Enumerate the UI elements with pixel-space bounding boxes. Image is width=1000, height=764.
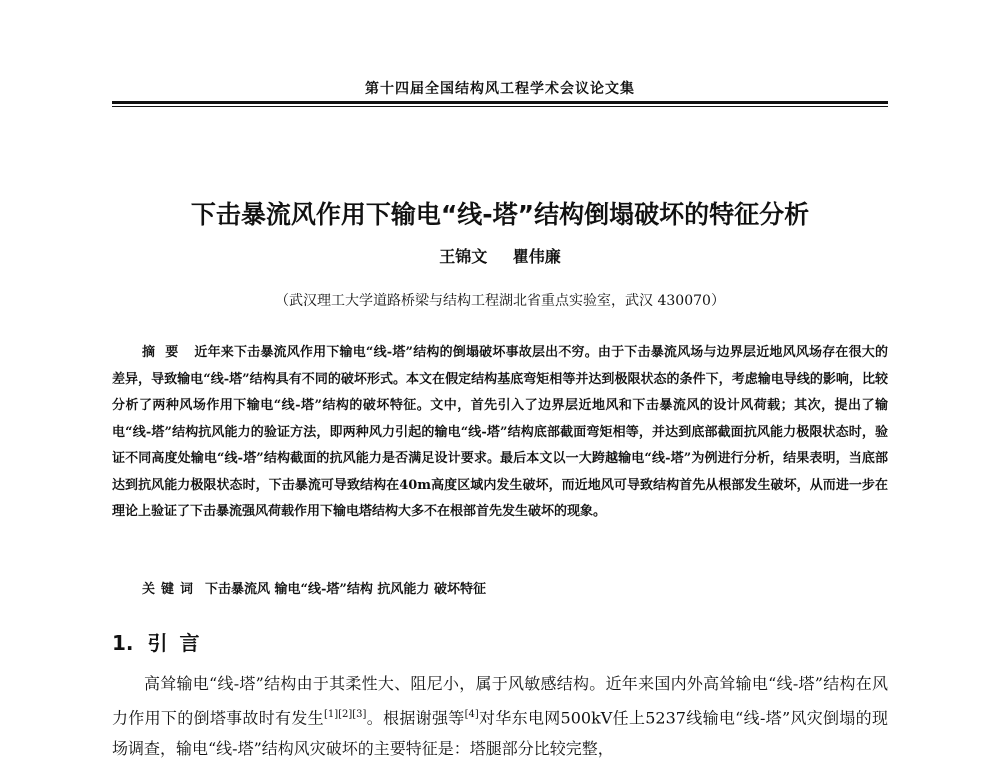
citation-ref: [4] bbox=[464, 709, 479, 720]
abstract-text: 近年来下击暴流风作用下输电“线-塔”结构的倒塌破坏事故层出不穷。由于下击暴流风场与边界层近地风风场存在很大的差异，导致输电“线-塔”结构具有不同的破坏形式。本文在假定结构基底弯矩相等并达到极限状态的条件下，考虑输电导线的影响，比较分析了两种风场作用下输电“线-塔”结构的破坏特征。文中，首先引入了边界层近地风和下击暴流风的设计风荷载；其次，提出了输电“线-塔”结构抗风能力的验证方法，即两种风力引起的输电“线-塔”结构底部截面弯矩相等，并达到底部截面抗风能力极限状态时，验证不同高度处输电“线-塔”结构截面的抗风能力是否满足设计要求。最后本文以一大跨越输电“线-塔”为例进行分析，结果表明，当底部达到抗风能力极限状态时，下击暴流可导致结构在40m高度区域内发生破坏，而近地风可导致结构首先从根部发生破坏，从而进一步在理论上验证了下击暴流强风荷载作用下输电塔结构大多不在根部首先发生破坏的现象。 bbox=[112, 345, 888, 519]
intro-text: 。根据谢强等 bbox=[366, 708, 465, 728]
header-rule-thin bbox=[112, 106, 888, 107]
section-heading bbox=[112, 627, 212, 656]
affiliation: （武汉理工大学道路桥梁与结构工程湖北省重点实验室，武汉 430070） bbox=[275, 293, 725, 309]
author-name: 王锦文 bbox=[439, 247, 488, 266]
intro-paragraph bbox=[112, 668, 888, 764]
author-list bbox=[100, 244, 900, 267]
intro-text: 高耸输电“线-塔”结构由于其柔性大、阻尼小，属于风敏感结构。近年来国内外高耸输电“线-塔”结构在风力作用下的倒塔事故时有发生 bbox=[112, 674, 888, 728]
header-rule-thick bbox=[112, 101, 888, 104]
paper-title: 下击暴流风作用下输电“线-塔”结构倒塌破坏的特征分析 bbox=[190, 200, 810, 229]
citation-ref: [1][2][3] bbox=[323, 709, 367, 720]
author-name: 瞿伟廉 bbox=[512, 247, 561, 266]
keywords-label: 关键词 bbox=[142, 582, 200, 597]
section-title: 引言 bbox=[147, 631, 212, 655]
keywords bbox=[142, 578, 888, 597]
abstract bbox=[112, 340, 888, 526]
abstract-label: 摘要 bbox=[142, 345, 189, 360]
keywords-text: 下击暴流风 输电“线-塔”结构 抗风能力 破坏特征 bbox=[205, 582, 486, 597]
intro-text: 对华东电网500kV任上5237线输电“线-塔”风灾倒塌的现场调查，输电“线-塔”结构风灾破坏的主要特征是：塔腿部分比较完整， bbox=[112, 708, 888, 759]
section-number: 1. bbox=[112, 631, 134, 655]
running-header: 第十四届全国结构风工程学术会议论文集 bbox=[365, 81, 635, 97]
